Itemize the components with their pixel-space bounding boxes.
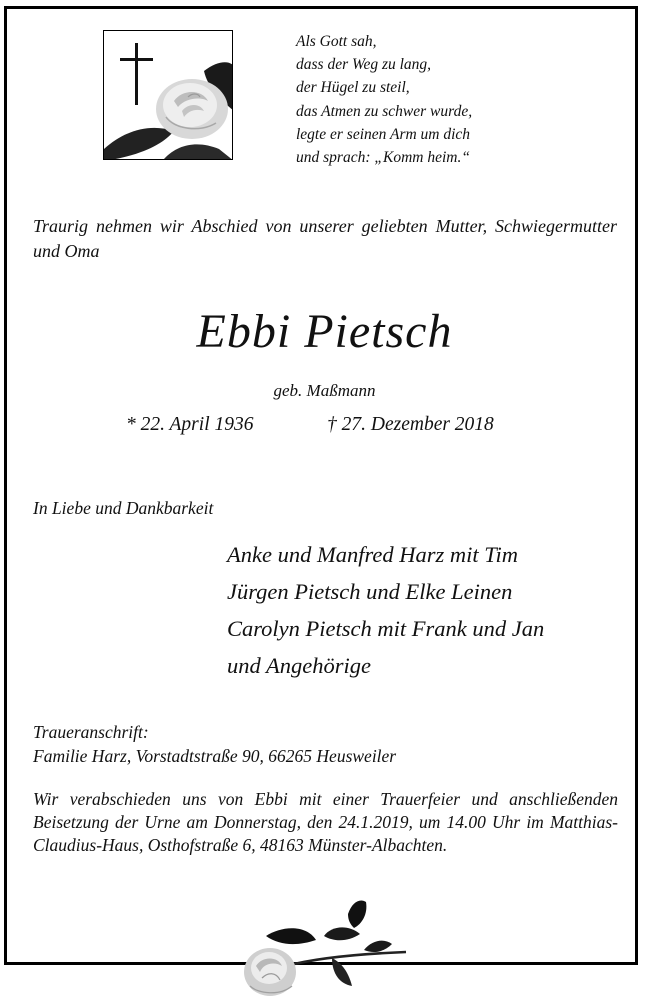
death-date: † 27. Dezember 2018 <box>327 414 494 435</box>
address-label: Traueranschrift: <box>33 722 149 742</box>
poem-line: der Hügel zu steil, <box>296 79 410 97</box>
cross-rose-icon <box>104 31 233 160</box>
service-text: Wir verabschieden uns von Ebbi mit einer Trauerfeier und anschließenden Beisetzung der Urne am Donnerstag, den 24.1.2019, um 14.00 Uhr im Matthias-Claudius-Haus, Osthofstraße 6, 48163 Münster-Albachten. <box>33 789 618 855</box>
mourner-line: Jürgen Pietsch und Elke Leinen <box>227 579 513 604</box>
closing-phrase: In Liebe und Dankbarkeit <box>33 498 214 518</box>
poem <box>296 30 472 169</box>
cross-rose-image <box>103 30 233 160</box>
poem-line: und sprach: „Komm heim.“ <box>296 149 470 167</box>
mourning-address <box>33 720 623 768</box>
address-line: Familie Harz, Vorstadtstraße 90, 66265 Heusweiler <box>33 746 397 766</box>
mourner-line: und Angehörige <box>227 653 371 678</box>
rose-icon <box>236 896 412 1000</box>
poem-line: legte er seinen Arm um dich <box>296 125 471 143</box>
deceased-name: Ebbi Pietsch <box>196 305 453 358</box>
poem-line: dass der Weg zu lang, <box>296 56 432 74</box>
rose-ornament <box>236 896 412 1000</box>
poem-line: das Atmen zu schwer wurde, <box>296 102 473 120</box>
intro-text: Traurig nehmen wir Abschied von unserer geliebten Mutter, Schwiegermutter und Oma <box>33 216 617 261</box>
mourner-line: Anke und Manfred Harz mit Tim <box>227 542 519 567</box>
poem-line: Als Gott sah, <box>296 33 377 50</box>
birth-name: geb. Maßmann <box>273 381 376 400</box>
mourners-list <box>227 536 544 684</box>
mourner-line: Carolyn Pietsch mit Frank und Jan <box>227 616 545 641</box>
birth-date: * 22. April 1936 <box>126 414 254 435</box>
